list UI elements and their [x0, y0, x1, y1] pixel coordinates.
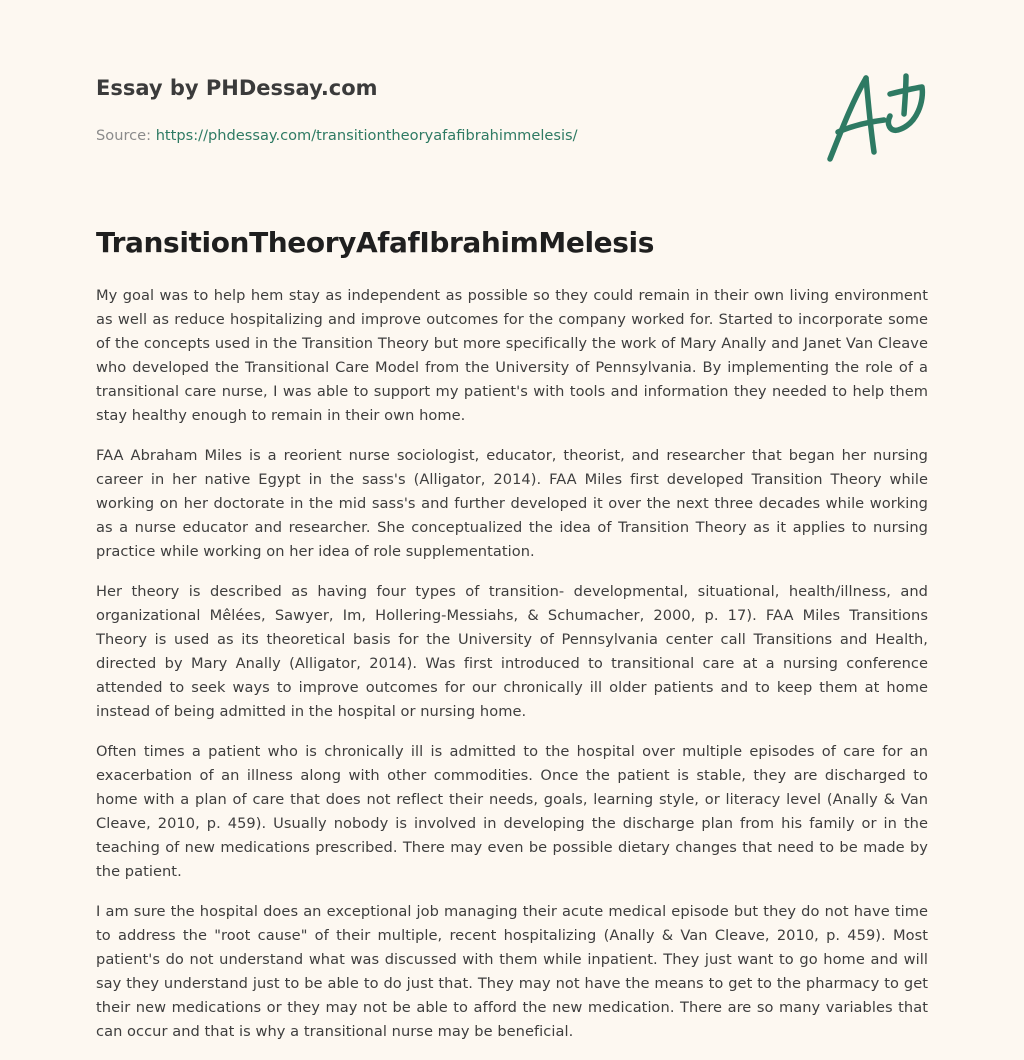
essay-body — [96, 284, 928, 1060]
page-header — [96, 76, 796, 144]
essay-paragraph: Often times a patient who is chronically ill is admitted to the hospital over multiple episodes of care for an exacerbation of an illness along with other commodities. Once the patient is stable, they are discharged to home with a plan of care that does not reflect their needs, goals, learning style, or literacy level (Anally & Van Cleave, 2010, p. 459). Usually nobody is involved in developing the discharge plan from his family or in the teaching of new medications prescribed. There may even be possible dietary changes that need to be made by the patient. — [96, 743, 928, 880]
source-label: Source: — [96, 127, 156, 144]
essay-title: TransitionTheoryAfafIbrahimMelesis — [96, 226, 654, 259]
essay-paragraph: Her theory is described as having four types of transition- developmental, situational, health/illness, and organizational Mêlées, Sawyer, Im, Hollering-Messiahs, & Schumacher, 2000, p. 17). FAA Miles Transitions Theory is used as its theoretical basis for the University of Pennsylvania center call Transitions and Health, directed by Mary Anally (Alligator, 2014). Was first introduced to transitional care at a nursing conference attended to seek ways to improve outcomes for our chronically ill older patients and to keep them at home instead of being admitted in the hospital or nursing home. — [96, 583, 928, 720]
source-link[interactable]: https://phdessay.com/transitiontheoryafafibrahimmelesis/ — [155, 127, 578, 144]
a-plus-logo — [818, 64, 930, 168]
essay-paragraph: My goal was to help hem stay as independent as possible so they could remain in their own living environment as well as reduce hospitalizing and improve outcomes for the company worked for. Started to incorporate some of the concepts used in the Transition Theory but more specifically the work of Mary Anally and Janet Van Cleave who developed the Transitional Care Model from the University of Pennsylvania. By implementing the role of a transitional care nurse, I was able to support my patient's with tools and information they needed to help them stay healthy enough to remain in their own home. — [96, 287, 928, 424]
essay-paragraph: I am sure the hospital does an exceptional job managing their acute medical episode but they do not have time to address the "root cause" of their multiple, recent hospitalizing (Anally & Van Cleave, 2010, p. 459). Most patient's do not understand what was discussed with them while inpatient. They just want to go home and will say they understand just to be able to do just that. They may not have the means to get to the pharmacy to get their new medications or they may not be able to afford the new medication. There are so many variables that can occur and that is why a transitional nurse may be beneficial. — [96, 903, 928, 1040]
site-brand: Essay by PHDessay.com — [96, 76, 378, 100]
essay-paragraph: FAA Abraham Miles is a reorient nurse sociologist, educator, theorist, and researcher that began her nursing career in her native Egypt in the sass's (Alligator, 2014). FAA Miles first developed Transition Theory while working on her doctorate in the mid sass's and further developed it over the next three decades while working as a nurse educator and researcher. She conceptualized the idea of Transition Theory as it applies to nursing practice while working on her idea of role supplementation. — [96, 447, 928, 560]
source-line — [96, 127, 796, 144]
